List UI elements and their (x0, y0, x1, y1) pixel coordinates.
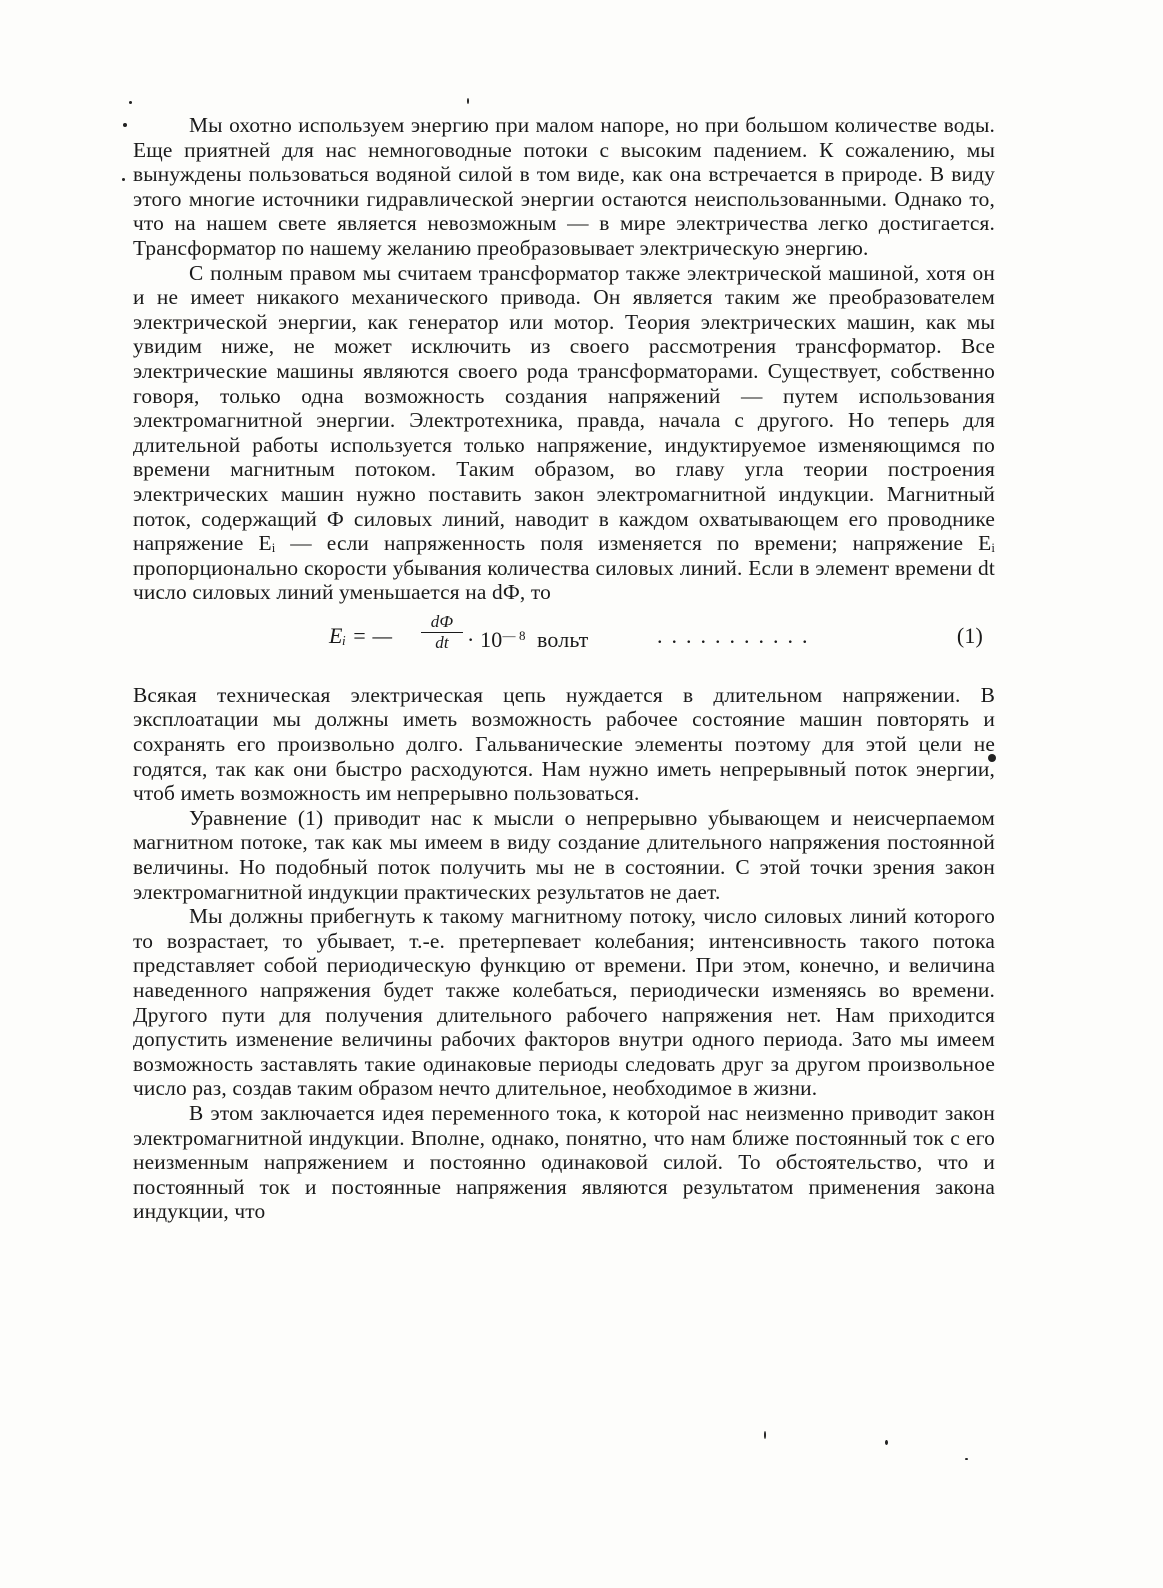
equation-exponent: — 8 (502, 627, 526, 643)
equation-fraction (421, 613, 463, 652)
equation-unit: вольт (536, 626, 589, 652)
equation-number: (1) (956, 622, 983, 648)
paragraph-6: В этом заключается идея переменного тока, к которой нас неизменно приводит закон электромагнитной индукции. Вполне, однако, понятно, что нам ближе постоянный ток с его неизменным напряжением и постоянно одинаковой силой. То обстоятельство, что и постоянный ток и постоянные напряжения являются результатом применения закона индукции, что (133, 1100, 995, 1224)
scan-speck (129, 101, 132, 104)
paragraph-1: Мы охотно используем энергию при малом напоре, но при большом количестве воды. Еще приятней для нас немноговодные потоки с высоким падением. К сожалению, мы вынуждены пользоваться водяной силой в том виде, как она встречается в природе. В виду этого многие источники гидравлической энергии остаются неиспользованными. Однако то, что на нашем свете является невозможным — в мире электричества легко достигается. Трансформатор по нашему желанию преобразовывает электрическую энергию. (133, 113, 995, 260)
paragraph-3: Всякая техническая электрическая цепь нуждается в длительном напряжении. В эксплоатации мы должны иметь возможность рабочее состояние машин повторять и сохранять его произвольно долго. Гальванические элементы поэтому для этой цели не годятся, так как они быстро расходуются. Нам нужно иметь непрерывный поток энергии, чтоб иметь возможность им непрерывно пользоваться. (133, 682, 995, 806)
fraction-numerator: dФ (430, 611, 454, 631)
equation-rhs (467, 624, 588, 653)
equation-multiplier: · 10 (467, 626, 503, 652)
scan-speck (123, 123, 127, 127)
equation-1 (133, 609, 995, 667)
equation-lhs: Eᵢ = — (329, 622, 393, 648)
paragraph-2: С полным правом мы считаем трансформатор также электрической машиной, хотя он и не имеет никакого механического привода. Он является таким же преобразователем электрической энергии, как генератор или мотор. Теория электрических машин, как мы увидим ниже, не может исключить из своего рассмотрения трансформатор. Все электрические машины являются своего рода трансформаторами. Существует, собственно говоря, только одна возможность создания напряжений — путем использования электромагнитной энергии. Электротехника, правда, начала с другого. Но теперь для длительной работы используется только напряжение, индуктируемое изменяющимся по времени магнитным потоком. Таким образом, во главу угла теории построения электрических машин нужно поставить закон электромагнитной индукции. Магнитный поток, содержащий Ф силовых линий, наводит в каждом охватывающем его проводнике напряжение Eᵢ — если напряженность поля изменяется по времени; напряжение Eᵢ пропорционально скорости убывания количества силовых линий. Если в элемент времени dt число силовых линий уменьшается на dФ, то (133, 260, 995, 605)
paragraph-5: Мы должны прибегнуть к такому магнитному потоку, число силовых линий которого то возрастает, то убывает, т.-е. претерпевает колебания; интенсивность такого потока представляет собой периодическую функцию от времени. При этом, конечно, и величина наведенного напряжения будет также колебаться, периодически изменяясь во времени. Другого пути для получения длительного рабочего напряжения нет. Нам приходится допустить изменение величины рабочих факторов внутри одного периода. Зато мы имеем возможность заставлять такие одинаковые периоды следовать друг за другом произвольное число раз, создав таким образом нечто длительное, необходимое в жизни. (133, 904, 995, 1101)
scan-speck (467, 98, 469, 104)
scan-speck (885, 1440, 888, 1445)
paragraph-4: Уравнение (1) приводит нас к мысли о непрерывно убывающем и неисчерпаемом магнитном потоке, так как мы имеем в виду создание длительного напряжения постоянной величины. Но подобный поток получить мы не в состоянии. С этой точки зрения закон электромагнитной индукции практических результатов не дает. (133, 805, 995, 904)
scan-speck (965, 1458, 968, 1460)
equation-leader-dots: ........... (657, 622, 817, 648)
scan-speck (122, 178, 125, 181)
fraction-denominator: dt (435, 632, 449, 652)
scan-speck (764, 1431, 766, 1439)
body-text (133, 113, 995, 1224)
